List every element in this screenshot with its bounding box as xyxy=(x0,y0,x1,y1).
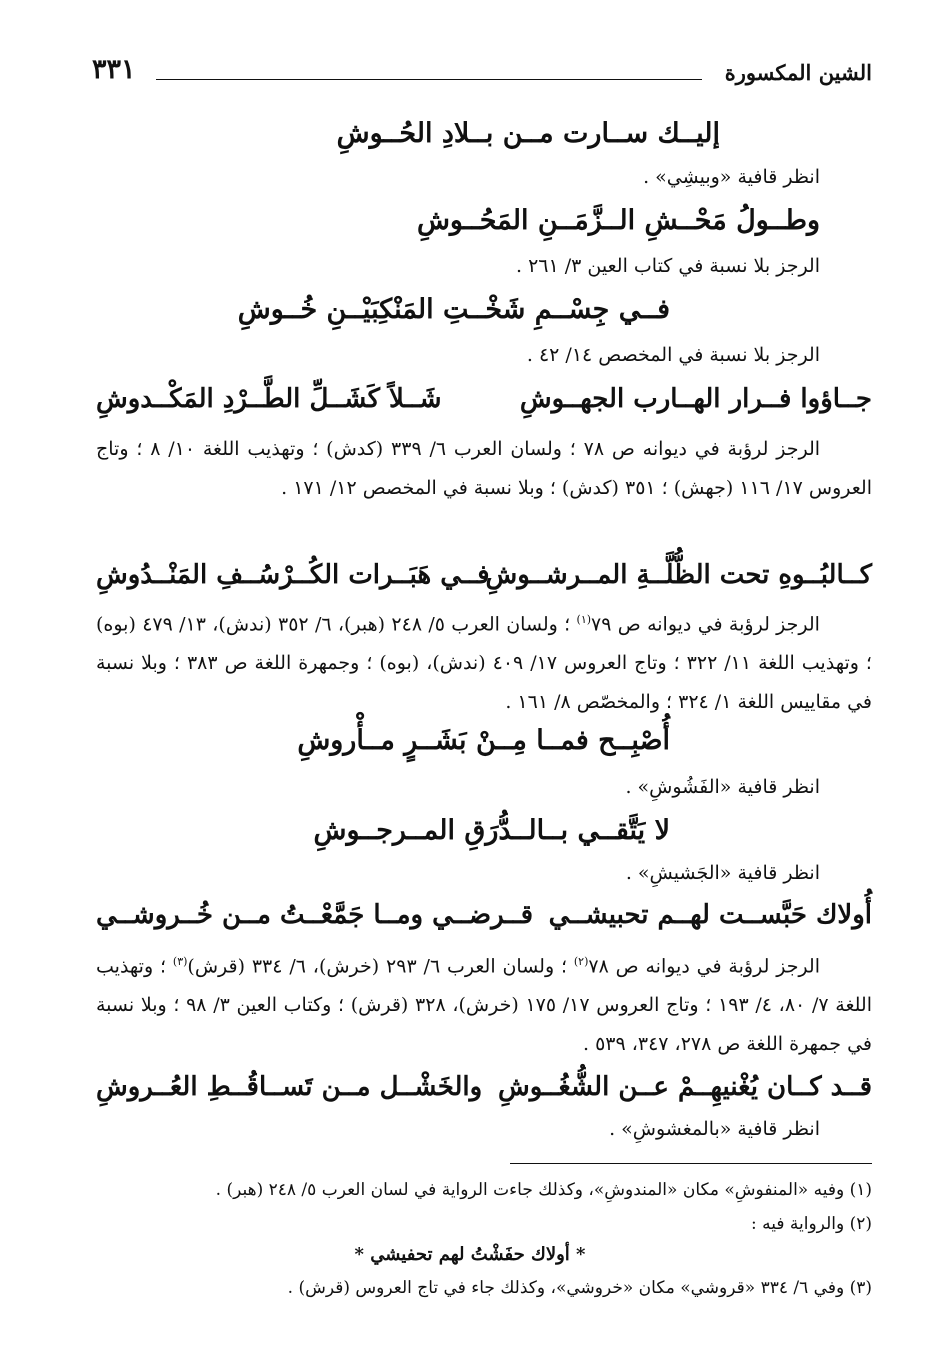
paragraph-5 xyxy=(96,600,872,722)
paragraph-4: الرجز لرؤبة في ديوانه ص ٧٨ ؛ ولسان العرب ٦/ ٣٣٩ (كدش) ؛ وتهذيب اللغة ١٠/ ٨ ؛ وتاج العروس ١٧/ ١١٦ (جهش) ؛ ٣٥١ (كدش) ؛ وبلا نسبة في المخصص ١٢/ ١٧١ . xyxy=(96,438,872,499)
footnote-3: (٣) وفي ٦/ ٣٣٤ «قروشي» مكان «خروشي»، وكذلك جاء في تاج العروس (قرش) . xyxy=(287,1278,872,1298)
paragraph-8 xyxy=(96,942,872,1064)
page-header xyxy=(92,54,872,98)
footnote-1: (١) وفيه «المنفوشِ» مكان «المندوشِ»، وكذلك جاءت الرواية في لسان العرب ٥/ ٢٤٨ (هبر) . xyxy=(215,1180,872,1200)
paragraph-5-part-a: الرجز لرؤبة في ديوانه ص ٧٩ xyxy=(591,613,820,636)
verse-4-first-hemistich: جــاؤوا فــرار الهــارب الجهــوشِ xyxy=(519,384,872,414)
note-2: الرجز بلا نسبة في كتاب العين ٣/ ٢٦١ . xyxy=(516,255,820,277)
verse-7: لا يَتَّقــي بــالــدُّرَقِ المــرجــوشِ xyxy=(313,815,670,846)
verse-5-second-hemistich: فــي هَبَــرات الكُــرْسُــفِ المَنْــدُوشِ xyxy=(96,560,490,590)
verse-3: فــي جِسْــمِ شَخْــتِ المَنْكِبَيْــنِ خُــوشِ xyxy=(237,294,670,325)
footnote-ref-2[interactable]: (٢) xyxy=(573,955,589,968)
paragraph-5-part-b: ؛ ولسان العرب ٥/ ٢٤٨ (هبر)، ٦/ ٣٥٢ (ندش)، ١٣/ ٤٧٩ (بوه) ؛ وتهذيب اللغة ١١/ ٣٢٢ ؛ وتاج العروس ١٧/ ٤٠٩ (ندش)، (بوه) ؛ وجمهرة اللغة ص ٣٨٣ ؛ وبلا نسبة في مقاييس اللغة ١/ ٣٢٤ ؛ والمخصّص ٨/ ١٦١ . xyxy=(96,613,872,714)
note-9: انظر قافية «بالمغشوشِ» . xyxy=(609,1118,820,1140)
footnote-ref-3[interactable]: (٣) xyxy=(172,955,188,968)
note-3: الرجز بلا نسبة في المخصص ١٤/ ٤٢ . xyxy=(526,344,820,366)
verse-2: وطــولُ مَحْــشِ الــزَّمَــنِ المَحُــوشِ xyxy=(416,205,820,236)
verse-8-second-hemistich: قــرضــي ومــا جَمَّعْــتُ مــن خُــروشــي xyxy=(96,900,534,930)
verse-9-first-hemistich: قــد كــان يُغْنيهِــمْ عــن الشُّغُــوشِ xyxy=(498,1072,872,1102)
paragraph-8-part-a: الرجز لرؤبة في ديوانه ص ٧٨ xyxy=(588,955,820,978)
verse-5-first-hemistich: كــالبُــوهِ تحت الظُّلَّــةِ المــرشــوشِ xyxy=(485,560,872,590)
note-7: انظر قافية «الجَشيشِ» . xyxy=(625,862,820,884)
note-6: انظر قافية «الفَشُوشِ» . xyxy=(625,776,820,798)
running-title: الشين المكسورة xyxy=(724,60,872,85)
paragraph-8-part-b: ؛ ولسان العرب ٦/ ٢٩٣ (خرش)، ٦/ ٣٣٤ (قرش) xyxy=(187,955,574,978)
footnote-2: (٢) والرواية فيه : xyxy=(751,1214,872,1234)
note-1: انظر قافية «وبيشِي» . xyxy=(643,166,820,188)
paragraph-8-part-c: ؛ وتهذيب اللغة ٧/ ٨٠، ٤/ ١٩٣ ؛ وتاج العروس ١٧/ ١٧٥ (خرش)، ٣٢٨ (قرش) ؛ وكتاب العين ٣/ ٩٨ ؛ وبلا نسبة في جمهرة اللغة ص ٢٧٨، ٣٤٧، ٥٣٩ . xyxy=(96,955,872,1056)
verse-9-second-hemistich: والخَشْــل مــن تَســاقُــطِ العُــروشِ xyxy=(96,1072,483,1102)
footnote-ref-1[interactable]: (١) xyxy=(576,613,592,626)
page-number: ٣٣١ xyxy=(92,54,136,85)
verse-6: أُصْبِــح فمــا مِــنْ بَشَــرٍ مــأْروشِ xyxy=(297,725,670,756)
header-rule xyxy=(156,79,702,80)
verse-4-second-hemistich: شَــلاً كَشَــلِّ الطَّــرْدِ المَكْــدوشِ xyxy=(96,384,442,414)
verse-8-first-hemistich: أُولاك حَبَّســت لهــم تحبيشــي xyxy=(548,900,872,930)
footnote-2-verse: * أولاك حفَشْتُ لهم تحفيشي * xyxy=(354,1244,586,1265)
footnote-separator xyxy=(510,1163,872,1164)
verse-1: إليــك ســارت مــن بــلادِ الحُــوشِ xyxy=(336,118,720,149)
